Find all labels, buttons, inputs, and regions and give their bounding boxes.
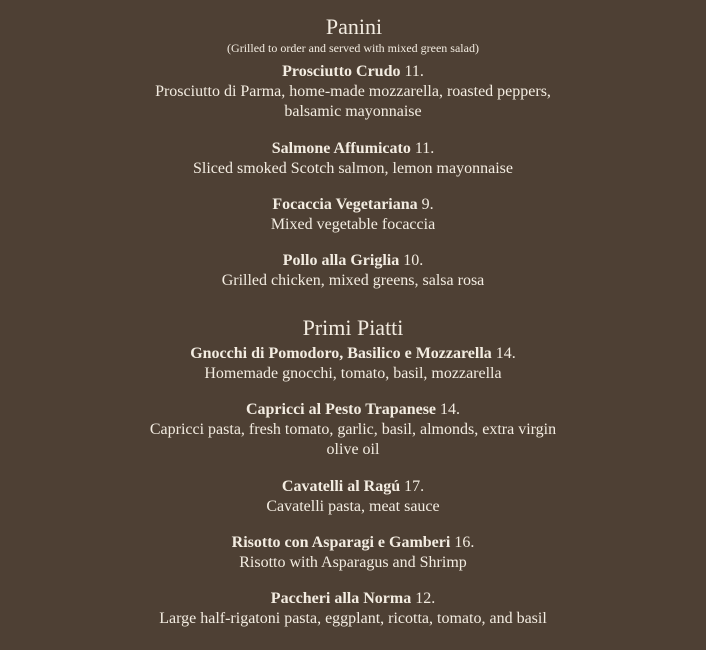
item-name: Gnocchi di Pomodoro, Basilico e Mozzarella — [190, 345, 492, 362]
section-panini — [0, 15, 706, 55]
menu-item — [0, 62, 706, 122]
item-price: 12. — [415, 590, 436, 607]
item-description: Cavatelli pasta, meat sauce — [266, 498, 440, 515]
section-primi-piatti — [0, 316, 706, 340]
menu-item — [0, 251, 706, 291]
item-name: Focaccia Vegetariana — [272, 196, 418, 213]
menu-item — [0, 533, 706, 573]
item-price: 16. — [454, 534, 475, 551]
item-price: 11. — [414, 140, 435, 157]
item-name: Paccheri alla Norma — [270, 590, 412, 607]
item-price: 9. — [421, 196, 434, 213]
item-description: Grilled chicken, mixed greens, salsa rosa — [221, 272, 485, 289]
menu-item — [0, 344, 706, 384]
section-subtitle: (Grilled to order and served with mixed green salad) — [227, 41, 479, 55]
item-description: Mixed vegetable focaccia — [270, 216, 436, 233]
item-description: Homemade gnocchi, tomato, basil, mozzarella — [204, 365, 502, 382]
item-description: olive oil — [326, 441, 380, 458]
item-description: Prosciutto di Parma, home-made mozzarella, roasted peppers, — [155, 83, 551, 100]
item-description: Sliced smoked Scotch salmon, lemon mayonnaise — [193, 160, 513, 177]
menu-item — [0, 477, 706, 517]
item-name: Risotto con Asparagi e Gamberi — [231, 534, 451, 551]
section-title: Primi Piatti — [302, 315, 404, 340]
section-title: Panini — [325, 14, 383, 39]
item-description: Risotto with Asparagus and Shrimp — [239, 554, 467, 571]
item-name: Cavatelli al Ragú — [281, 478, 401, 495]
item-name: Pollo alla Griglia — [282, 252, 400, 269]
item-price: 14. — [495, 345, 516, 362]
menu-item — [0, 139, 706, 179]
item-price: 11. — [404, 63, 424, 80]
item-price: 17. — [404, 478, 425, 495]
item-description: Capricci pasta, fresh tomato, garlic, basil, almonds, extra virgin — [149, 421, 557, 438]
menu-item — [0, 400, 706, 460]
item-price: 14. — [440, 401, 461, 418]
item-name: Salmone Affumicato — [271, 140, 411, 157]
item-name: Capricci al Pesto Trapanese — [245, 401, 437, 418]
menu-item — [0, 195, 706, 235]
item-price: 10. — [403, 252, 424, 269]
item-description: balsamic mayonnaise — [284, 103, 422, 120]
menu-item — [0, 589, 706, 629]
item-description: Large half-rigatoni pasta, eggplant, ricotta, tomato, and basil — [159, 610, 547, 627]
item-name: Prosciutto Crudo — [282, 63, 401, 80]
